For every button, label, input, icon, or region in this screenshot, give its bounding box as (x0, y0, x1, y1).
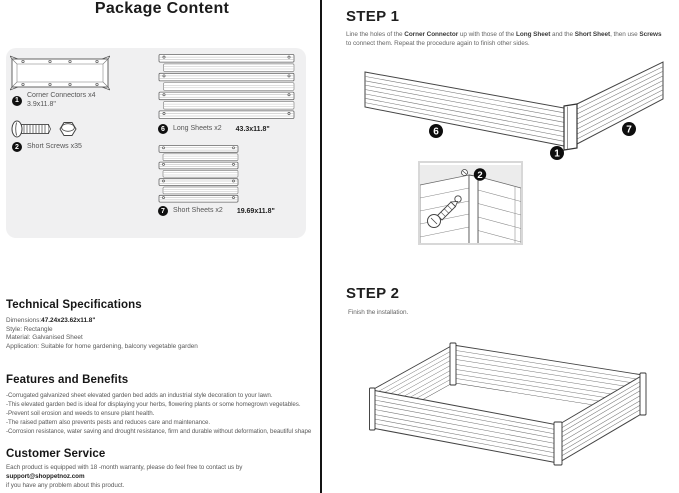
part-dimension: 3.9x11.8" (27, 100, 56, 108)
part-label: Corner Connectors x4 (27, 92, 96, 99)
feature-item: -This elevated garden bed is ideal for displaying your herbs, flowering plants or some homegrown vegetables. (6, 401, 301, 408)
svg-text:6: 6 (433, 126, 439, 138)
step2-text: Finish the installation. (348, 309, 409, 316)
customer-service-text: Each product is equipped with 18 -month warranty, please do feel free to contact us by support@shoppetnoz.com if you have any problem about this product. (6, 464, 243, 489)
part-label: Short Screws x35 (27, 142, 82, 150)
tech-specs-heading: Technical Specifications (6, 299, 142, 311)
spec-row: Application: Suitable for home gardening, balcony vegetable garden (6, 342, 198, 350)
svg-text:1: 1 (554, 148, 560, 160)
feature-item: -The raised pattern also prevents pests and reduces care and maintenance. (6, 419, 211, 426)
short-sheets-diagram (157, 145, 241, 203)
page-divider (320, 0, 322, 493)
part-item-screws (12, 142, 82, 152)
features-heading: Features and Benefits (6, 374, 129, 386)
support-email: support@shoppetnoz.com (6, 472, 85, 480)
screw-and-nut-diagram (10, 118, 82, 140)
spec-row: Style: Rectangle (6, 325, 53, 333)
long-sheets-diagram (157, 54, 297, 121)
part-dimension: 43.3x11.8" (235, 125, 270, 133)
part-number-badge: 1 (12, 96, 22, 106)
nut-icon (60, 123, 76, 136)
svg-text:7: 7 (626, 124, 632, 136)
part-dimension: 19.69x11.8" (236, 207, 275, 215)
corner-connector-diagram (10, 54, 110, 92)
step1-assembly-diagram (350, 56, 670, 170)
corner-connector-shape (564, 104, 577, 150)
badge-short-sheet (622, 122, 636, 136)
step2-assembled-bed-diagram (358, 330, 653, 488)
page-title: Package Content (94, 0, 230, 17)
part-item-long-sheets (158, 124, 270, 134)
part-item-connector (12, 92, 95, 109)
part-label: Long Sheets x2 (173, 124, 222, 132)
corner-detail-diagram (420, 163, 521, 243)
feature-item: -Corrosion resistance, water saving and drought resistance, firm and durable without deformation, beautiful shape (6, 428, 312, 435)
screw-icon (12, 121, 51, 137)
tech-specs-list (6, 317, 322, 351)
part-number-badge: 7 (158, 206, 168, 216)
part-number-badge: 6 (158, 124, 168, 134)
features-list (6, 391, 322, 436)
long-sheet-shape (365, 72, 564, 146)
badge-screw (474, 168, 486, 181)
part-item-short-sheets (158, 206, 275, 216)
part-label: Short Sheets x2 (173, 206, 223, 214)
corner-detail-inset (418, 161, 523, 245)
feature-item: -Corrugated galvanized sheet elevated garden bed adds an industrial style decoration to your lawn. (6, 392, 273, 399)
spec-row: Material: Galvanised Sheet (6, 334, 83, 342)
part-number-badge: 2 (12, 142, 22, 152)
svg-text:2: 2 (477, 169, 483, 181)
small-screw-icon (462, 170, 468, 176)
step2-heading: STEP 2 (346, 285, 400, 302)
badge-connector (550, 146, 564, 160)
feature-item: -Prevent soil erosion and weeds to ensure plant health. (6, 410, 155, 417)
badge-long-sheet (429, 124, 443, 138)
spec-row: Dimensions:47.24x23.62x11.8" (6, 317, 96, 324)
short-sheet-shape (577, 62, 663, 144)
corner-post-shape (469, 175, 478, 243)
step1-heading: STEP 1 (346, 8, 400, 25)
step1-instruction: Line the holes of the Corner Connector up with those of the Long Sheet and the Short Sheet, then use Screws to connect them. Repeat the procedure again to finish other sides. (346, 31, 662, 47)
customer-service-heading: Customer Service (6, 448, 106, 460)
